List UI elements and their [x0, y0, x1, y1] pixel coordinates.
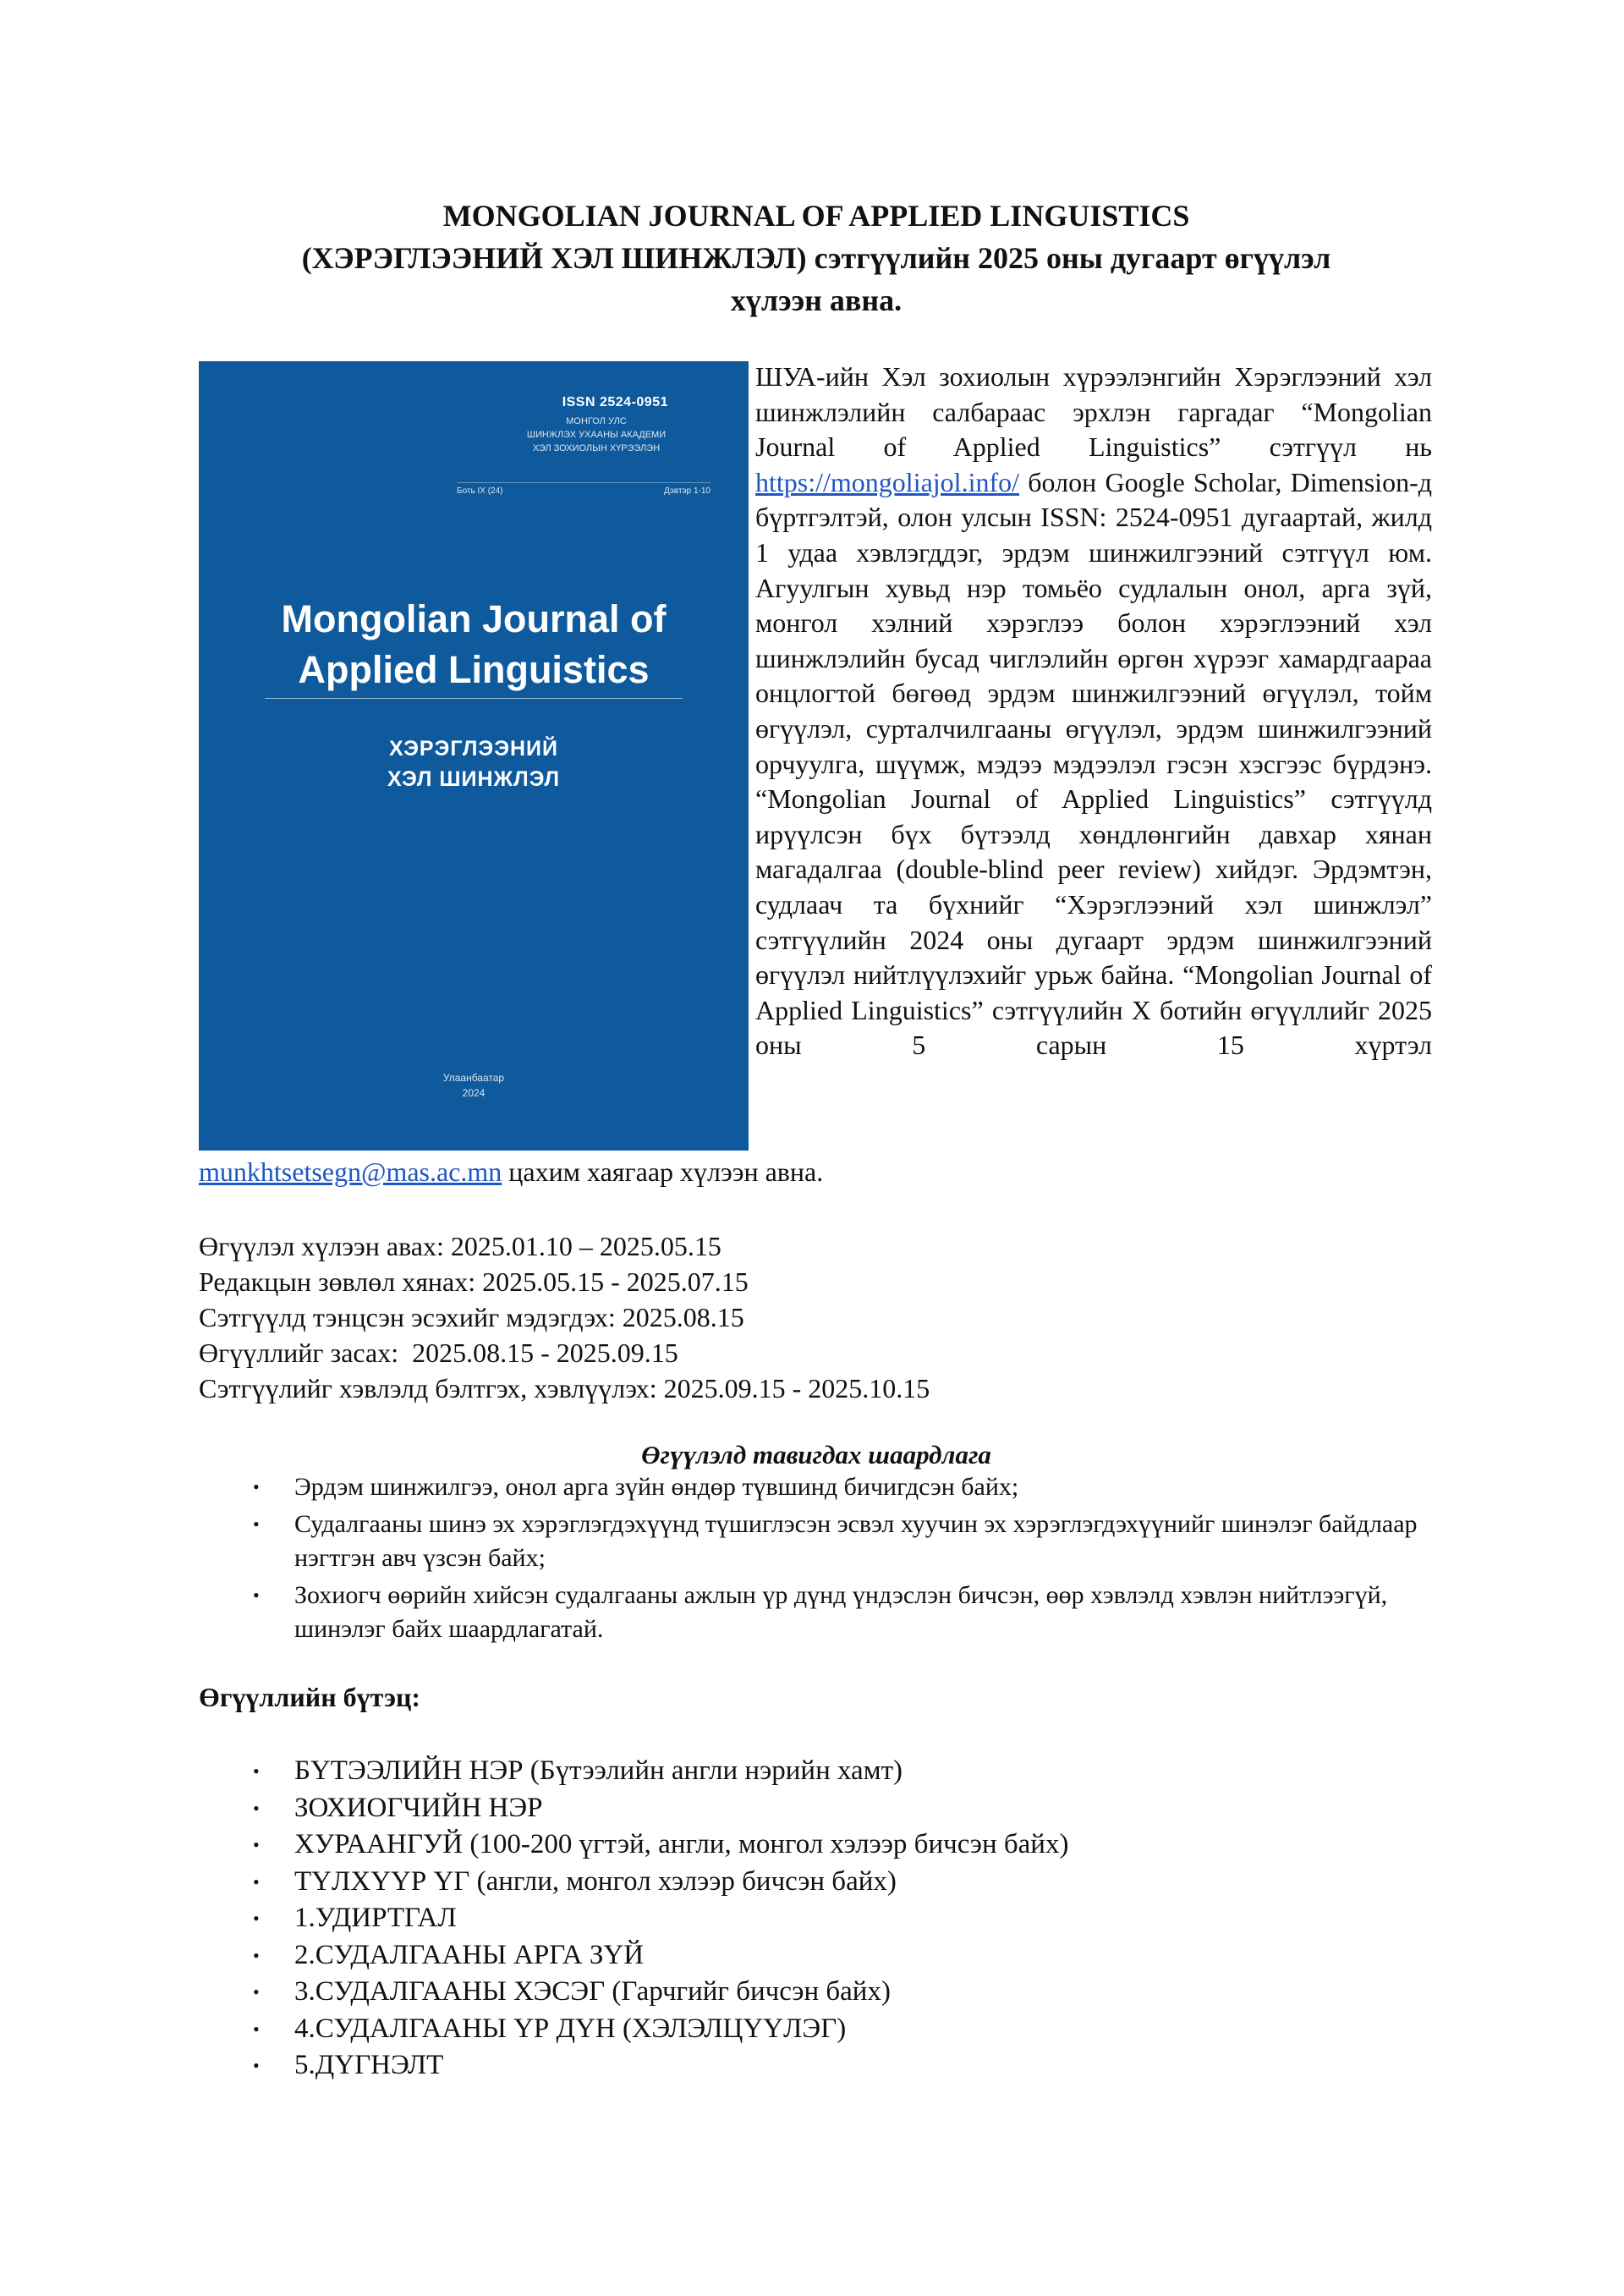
requirements-heading: Өгүүлэлд тавигдах шаардлага — [641, 1440, 991, 1469]
list-item-text: 2.СУДАЛГААНЫ АРГА ЗҮЙ — [294, 1939, 645, 1970]
list-item — [199, 1937, 1068, 1975]
schedule-list — [199, 1228, 930, 1406]
requirements-list — [199, 1470, 1434, 1650]
list-item — [199, 1508, 1434, 1575]
intro-paragraph — [755, 360, 1432, 1063]
intro-text-1: ШУА-ийн Хэл зохиолын хүрээлэнгийн Хэрэглээний хэл шинжлэлийн салбараас эрхлэн гаргадаг “Mongolian Journal of Applied Linguistics” сэтгүүл нь — [755, 361, 1432, 463]
list-item — [199, 1900, 1068, 1937]
bullet-icon: • — [253, 1476, 260, 1497]
cover-institution-line-1: МОНГОЛ УЛС — [566, 416, 627, 426]
bullet-icon: • — [253, 1944, 260, 1966]
list-item-text: 5.ДҮГНЭЛТ — [294, 2050, 444, 2080]
bullet-icon: • — [253, 1513, 260, 1535]
bullet-icon: • — [253, 1760, 260, 1782]
website-link[interactable]: https://mongoliajol.info/ — [755, 466, 1019, 497]
cover-institution — [495, 415, 698, 455]
page-title — [199, 195, 1434, 321]
title-line-3: хүлээн авна. — [730, 283, 903, 317]
cover-mongolian-title — [199, 733, 749, 794]
bullet-icon: • — [253, 1834, 260, 1855]
list-item-text: 1.УДИРТГАЛ — [294, 1903, 457, 1933]
cover-volume: Боть IX (24) — [457, 486, 503, 496]
structure-list — [199, 1753, 1068, 2085]
cover-imprint — [199, 1070, 749, 1101]
schedule-item: Өгүүлэл хүлээн авах: 2025.01.10 – 2025.05.15 — [199, 1231, 721, 1261]
bullet-icon: • — [253, 2055, 260, 2076]
cover-title-line-1: Mongolian Journal of — [281, 597, 667, 640]
cover-issn: ISSN 2524-0951 — [562, 395, 668, 409]
bullet-icon: • — [253, 1585, 260, 1606]
cover-institution-line-2: ШИНЖЛЭХ УХААНЫ АКАДЕМИ — [526, 430, 667, 440]
list-item-text: БҮТЭЭЛИЙН НЭР (Бүтээлийн англи нэрийн хамт) — [294, 1755, 903, 1786]
list-item-text: 4.СУДАЛГААНЫ ҮР ДҮН (ХЭЛЭЛЦҮҮЛЭГ) — [294, 2013, 847, 2044]
cover-volume-row — [457, 482, 710, 496]
list-item — [199, 1470, 1434, 1504]
list-item-text: Зохиогч өөрийн хийсэн судалгааны ажлын үр дүнд үндэслэн бичсэн, өөр хэвлэлд хэвлэн нийтлээгүй, шинэлэг байх шаардлагатай. — [294, 1581, 1388, 1643]
list-item-text: ТҮЛХҮҮР ҮГ (англи, монгол хэлээр бичсэн байх) — [294, 1865, 897, 1897]
list-item — [199, 2047, 1068, 2085]
cover-title — [199, 594, 749, 695]
list-item-text: ХУРААНГУЙ (100-200 үгтэй, англи, монгол хэлээр бичсэн байх) — [294, 1829, 1069, 1859]
list-item — [199, 2011, 1068, 2048]
cover-title-line-2: Applied Linguistics — [298, 648, 650, 691]
title-line-1: MONGOLIAN JOURNAL OF APPLIED LINGUISTICS — [442, 199, 1190, 233]
list-item — [199, 1974, 1068, 2011]
cover-divider — [265, 698, 683, 699]
intro-paragraph-end — [199, 1155, 823, 1190]
cover-city: Улаанбаатар — [442, 1072, 505, 1084]
schedule-item: Өгүүллийг засах: 2025.08.15 - 2025.09.15 — [199, 1338, 678, 1368]
bullet-icon: • — [253, 2018, 260, 2040]
cover-mn-title-line-2: ХЭЛ ШИНЖЛЭЛ — [387, 767, 561, 791]
title-line-2: (ХЭРЭГЛЭЭНИЙ ХЭЛ ШИНЖЛЭЛ) сэтгүүлийн 2025 оны дугаарт өгүүлэл — [301, 241, 1331, 275]
bullet-icon: • — [253, 1870, 260, 1892]
bullet-icon: • — [253, 1908, 260, 1929]
list-item — [199, 1826, 1068, 1864]
email-link[interactable]: munkhtsetsegn@mas.ac.mn — [199, 1156, 502, 1187]
journal-cover-image — [199, 361, 749, 1151]
list-item-text: Судалгааны шинэ эх хэрэглэгдэхүүнд түшиглэсэн эсвэл хуучин эх хэрэглэгдэхүүнийг шинэлэг байдлаар нэгтгэн авч үзсэн байх; — [294, 1510, 1418, 1572]
schedule-item: Редакцын зөвлөл хянах: 2025.05.15 - 2025.07.15 — [199, 1266, 749, 1297]
bullet-icon: • — [253, 1981, 260, 2002]
structure-heading: Өгүүллийн бүтэц: — [199, 1682, 421, 1712]
cover-institution-line-3: ХЭЛ ЗОХИОЛЫН ХҮРЭЭЛЭН — [532, 443, 661, 453]
list-item — [199, 1753, 1068, 1790]
cover-issue: Дэвтэр 1-10 — [663, 486, 710, 496]
list-item — [199, 1579, 1434, 1646]
bullet-icon: • — [253, 1797, 260, 1819]
intro-text-2: болон Google Scholar, Dimension-д бүртгэлтэй, олон улсын ISSN: 2524-0951 дугаартай, жилд 1 удаа хэвлэгддэг, эрдэм шинжилгээний сэтгүүл юм. Агуулгын хувьд нэр томьёо судлалын онол, арга зүй, монгол хэлний хэрэглээ болон хэрэглээний хэл шинжлэлийн бусад чиглэлийн өргөн хүрээг хамардгаараа онцлогтой бөгөөд эрдэм шинжилгээний өгүүлэл, тойм өгүүлэл, сурталчилгааны өгүүлэл, эрдэм шинжилгээний орчуулга, шүүмж, мэдээ мэдээлэл гэсэн хэсгээс бүрдэнэ. “Mongolian Journal of Applied Linguistics” сэтгүүлд ирүүлсэн бүх бүтээлд хөндлөнгийн давхар хянан магадалгаа (double-blind peer review) хийдэг. Эрдэмтэн, судлаач та бүхнийг “Хэрэглээний хэл шинжлэл” сэтгүүлийн 2024 оны дугаарт эрдэм шинжилгээний өгүүлэл нийтлүүлэхийг урьж байна. “Mongolian Journal of Applied Linguistics” сэтгүүлийн X ботийн өгүүллийг 2025 оны 5 сарын 15 хүртэл — [755, 466, 1432, 1061]
cover-mn-title-line-1: ХЭРЭГЛЭЭНИЙ — [389, 737, 558, 761]
cover-year: 2024 — [462, 1087, 486, 1099]
schedule-item: Сэтгүүлийг хэвлэлд бэлтгэх, хэвлүүлэх: 2025.09.15 - 2025.10.15 — [199, 1373, 930, 1403]
list-item-text: ЗОХИОГЧИЙН НЭР — [294, 1792, 543, 1823]
schedule-item: Сэтгүүлд тэнцсэн эсэхийг мэдэгдэх: 2025.08.15 — [199, 1302, 744, 1332]
list-item-text: Эрдэм шинжилгээ, онол арга зүйн өндөр түвшинд бичигдсэн байх; — [294, 1473, 1019, 1501]
list-item — [199, 1790, 1068, 1827]
list-item — [199, 1864, 1068, 1901]
list-item-text: 3.СУДАЛГААНЫ ХЭСЭГ (Гарчгийг бичсэн байх) — [294, 1976, 891, 2007]
intro-text-3: цахим хаягаар хүлээн авна. — [502, 1156, 824, 1187]
